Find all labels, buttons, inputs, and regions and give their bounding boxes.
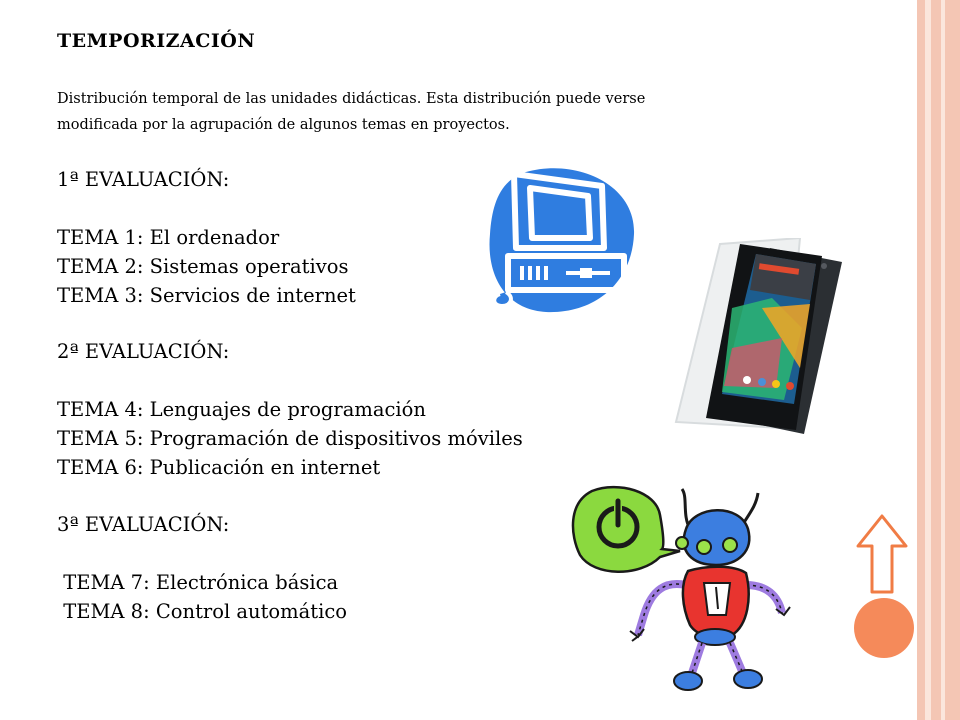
topic-4: TEMA 4: Lenguajes de programación — [57, 398, 426, 421]
intro-line: modificada por la agrupación de algunos temas en proyectos. — [57, 117, 510, 133]
intro-line: Distribución temporal de las unidades didácticas. Esta distribución puede verse — [57, 91, 646, 107]
intro-text — [57, 86, 857, 138]
evaluation-heading-2: 2ª EVALUACIÓN: — [57, 340, 230, 363]
right-border-stripe — [945, 0, 960, 720]
evaluation-heading-1: 1ª EVALUACIÓN: — [57, 168, 230, 191]
topic-1: TEMA 1: El ordenador — [57, 226, 280, 249]
topic-6: TEMA 6: Publicación en internet — [57, 456, 381, 479]
topic-5: TEMA 5: Programación de dispositivos móviles — [57, 427, 523, 450]
right-border-stripe — [931, 0, 941, 720]
up-arrow-icon — [852, 512, 916, 662]
evaluation-heading-3: 3ª EVALUACIÓN: — [57, 513, 230, 536]
topic-8: TEMA 8: Control automático — [57, 600, 348, 623]
orange-circle — [854, 598, 914, 658]
computer-icon — [486, 164, 638, 316]
topic-3: TEMA 3: Servicios de internet — [57, 284, 356, 307]
right-border-stripe — [917, 0, 925, 720]
slide-title: TEMPORIZACIÓN — [57, 30, 256, 52]
robot-icon — [570, 485, 802, 697]
topic-7: TEMA 7: Electrónica básica — [57, 571, 339, 594]
topic-2: TEMA 2: Sistemas operativos — [57, 255, 349, 278]
smartphone-icon — [672, 238, 862, 438]
